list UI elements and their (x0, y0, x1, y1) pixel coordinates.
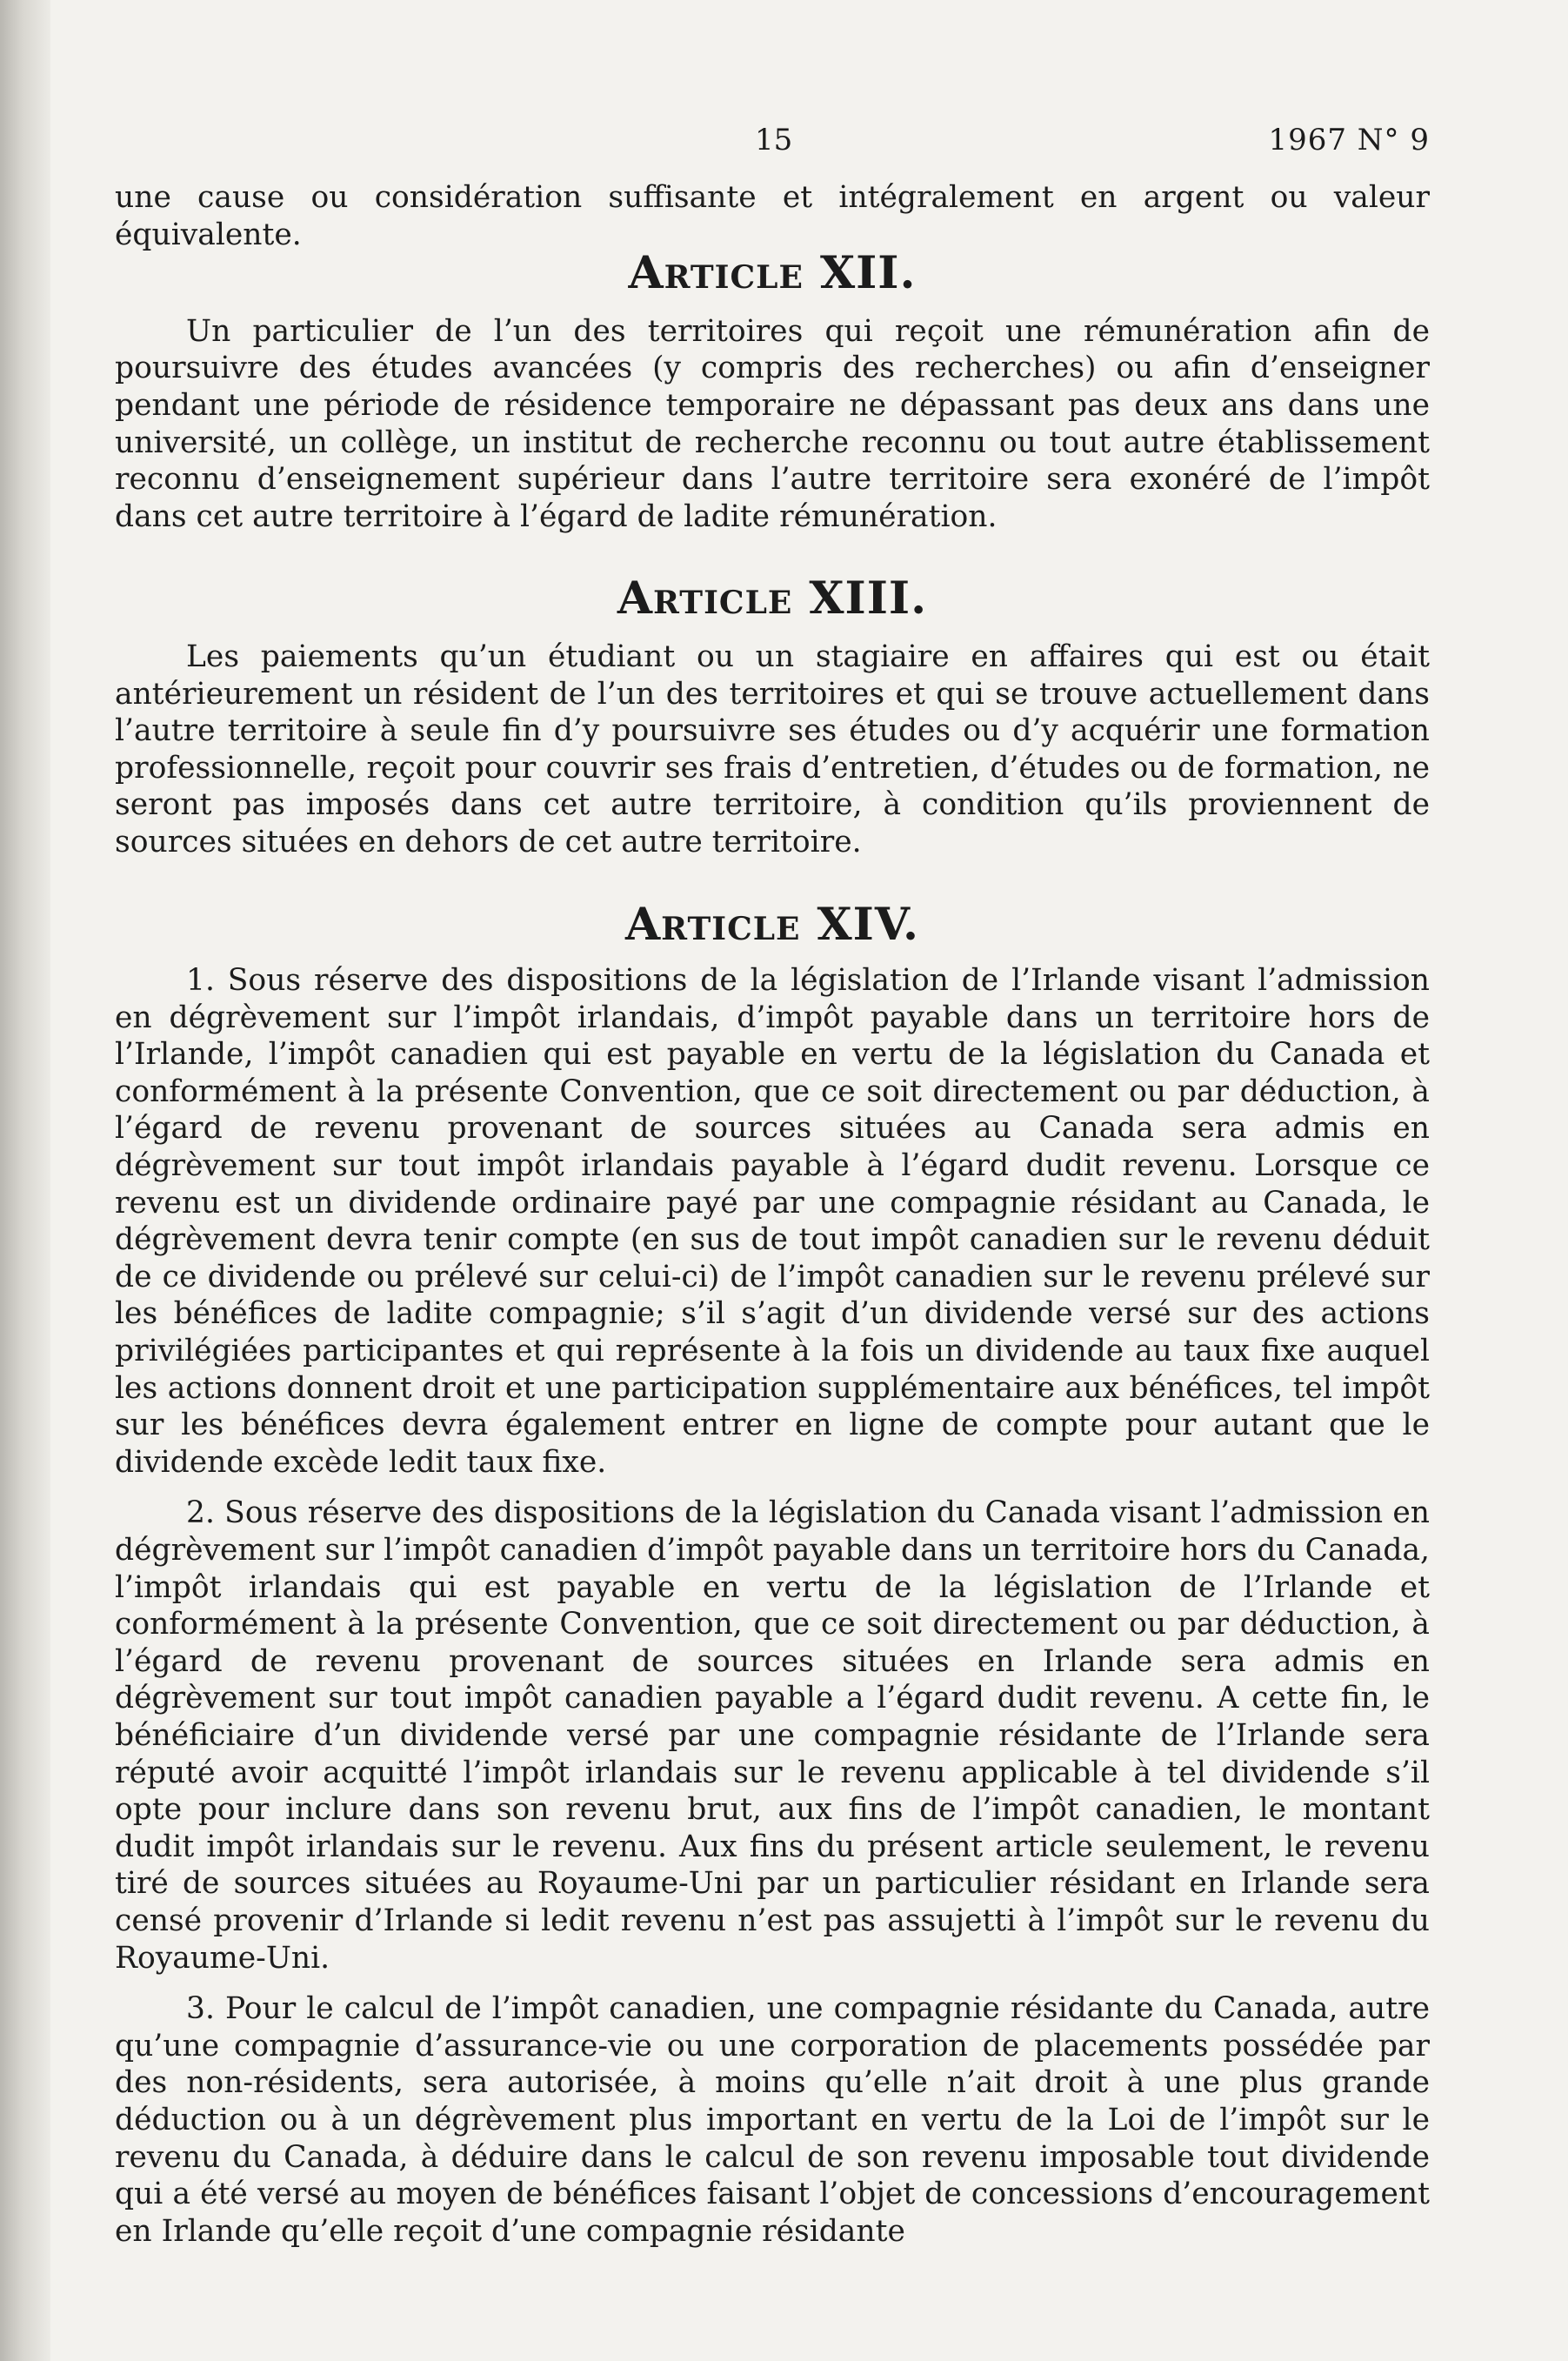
year-number: 1967 N° 9 (1268, 123, 1430, 157)
book-binding-gutter (0, 0, 50, 2361)
article-12-paragraph: Un particulier de l’un des territoires qui reçoit une rémunération afin de poursuivre des études avancées (y compris des recherches) ou afin d’enseigner pendant une période de résidence temporaire ne dépassant pas deux ans dans une université, un collège, un institut de recherche reconnu ou tout autre établissement reconnu d’enseignement supérieur dans l’autre territoire sera exonéré de l’impôt dans cet autre territoire à l’égard de ladite rémunération. (115, 313, 1430, 534)
article-14-paragraph-3: 3. Pour le calcul de l’impôt canadien, une compagnie résidante du Canada, autre qu’une compagnie d’assurance-vie ou une corporation de placements possédée par des non-résidents, sera autorisée, à moins qu’elle n’ait droit à une plus grande déduction ou à un dégrèvement plus important en vertu de la Loi de l’impôt sur le revenu du Canada, à déduire dans le calcul de son revenu imposable tout dividende qui a été versé au moyen de bénéfices faisant l’objet de concessions d’encouragement en Irlande qu’elle reçoit d’une compagnie résidante (115, 1991, 1430, 2249)
page-number: 15 (755, 123, 793, 157)
article-14-paragraph-1: 1. Sous réserve des dispositions de la législation de l’Irlande visant l’admission en dégrèvement sur l’impôt irlandais, d’impôt payable dans un territoire hors de l’Irlande, l’impôt canadien qui est payable en vertu de la législation du Canada et conformément à la présente Convention, que ce soit directement ou par déduction, à l’égard de revenu provenant de sources situées au Canada sera admis en dégrèvement sur tout impôt irlandais payable à l’égard dudit revenu. Lorsque ce revenu est un dividende ordinaire payé par une compagnie résidant au Canada, le dégrèvement devra tenir compte (en sus de tout impôt canadien sur le revenu déduit de ce dividende ou prélevé sur celui-ci) de l’impôt canadien sur le revenu prélevé sur les bénéfices de ladite compagnie; s’il s’agit d’un dividende versé sur des actions privilégiées participantes et qui représente à la fois un dividende au taux fixe auquel les actions donnent droit et une participation supplémentaire aux bénéfices, tel impôt sur les bénéfices devra également entrer en ligne de compte pour autant que le dividende excède ledit taux fixe. (115, 963, 1430, 1480)
continuation-paragraph: une cause ou considération suffisante et intégralement en argent ou valeur équivalente. (115, 180, 1430, 252)
article-14-paragraph-2: 2. Sous réserve des dispositions de la législation du Canada visant l’admission en dégrèvement sur l’impôt canadien d’impôt payable dans un territoire hors du Canada, l’impôt irlandais qui est payable en vertu de la législation de l’Irlande et conformément à la présente Convention, que ce soit directement ou par déduction, à l’égard de revenu provenant de sources situées en Irlande sera admis en dégrèvement sur tout impôt canadien payable a l’égard dudit revenu. A cette fin, le bénéficiaire d’un dividende versé par une compagnie résidante de l’Irlande sera réputé avoir acquitté l’impôt irlandais sur le revenu applicable à tel dividende s’il opte pour inclure dans son revenu brut, aux fins de l’impôt canadien, le montant dudit impôt irlandais sur le revenu. Aux fins du présent article seulement, le revenu tiré de sources situées au Royaume-Uni par un particulier résidant en Irlande sera censé provenir d’Irlande si ledit revenu n’est pas assujetti à l’impôt sur le revenu du Royaume-Uni. (115, 1495, 1430, 1976)
article-12-heading: Article XII. (628, 246, 917, 300)
page-header (115, 111, 1430, 179)
article-14-heading: Article XIV. (625, 897, 919, 951)
article-13-paragraph: Les paiements qu’un étudiant ou un stagiaire en affaires qui est ou était antérieurement un résident de l’un des territoires et qui se trouve actuellement dans l’autre territoire à seule fin d’y poursuivre ses études ou d’y acquérir une formation professionnelle, reçoit pour couvrir ses frais d’entretien, d’études ou de formation, ne seront pas imposés dans cet autre territoire, à condition qu’ils proviennent de sources situées en dehors de cet autre territoire. (115, 639, 1430, 859)
document-page (115, 111, 1430, 2250)
article-13-heading: Article XIII. (617, 572, 928, 625)
